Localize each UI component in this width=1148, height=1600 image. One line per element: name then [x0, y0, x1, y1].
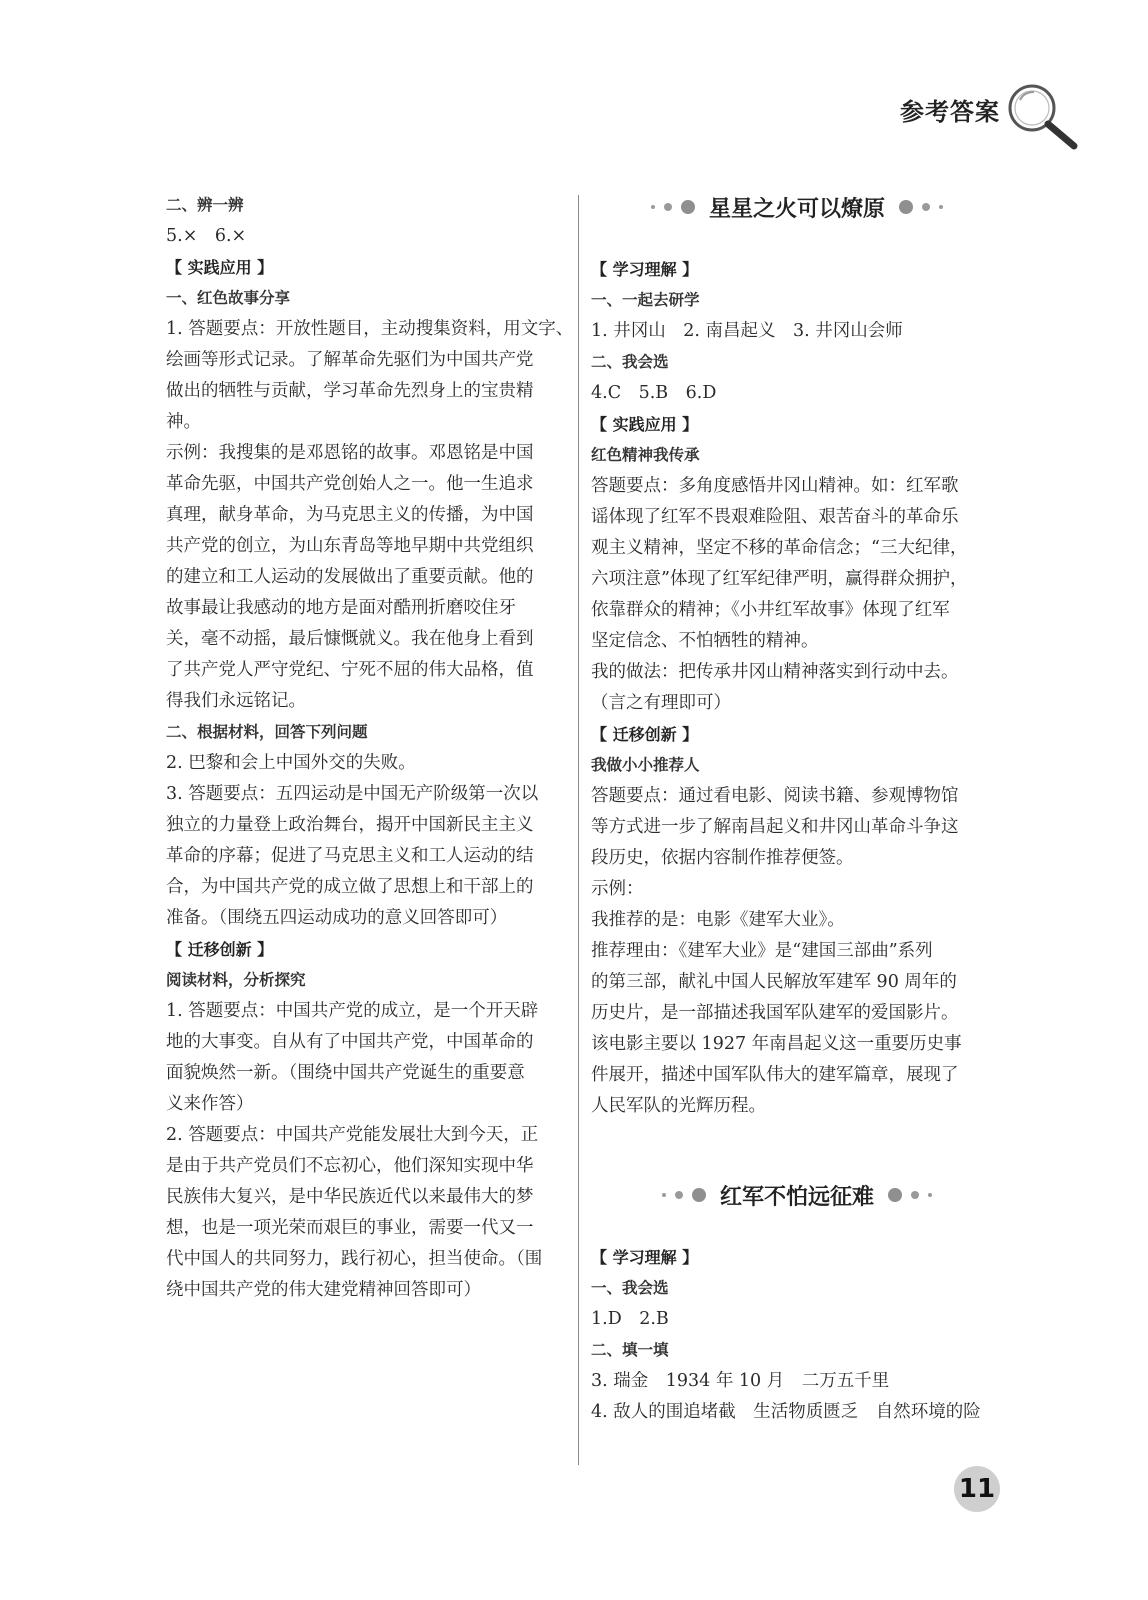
text-line: 段历史，依据内容制作推荐便签。: [591, 848, 854, 868]
text-line: 我的做法：把传承井冈山精神落实到行动中去。: [591, 662, 959, 682]
subheading: 二、填一填: [591, 1341, 669, 1359]
text-line: 六项注意”体现了红军纪律严明，赢得群众拥护，: [591, 569, 968, 589]
text-line: 该电影主要以 1927 年南昌起义这一重要历史事: [591, 1034, 962, 1054]
left-dots-decoration: [651, 200, 695, 214]
column-divider: [578, 195, 579, 1465]
text-line: 共产党的创立，为山东青岛等地早期中共党组织: [166, 536, 534, 556]
text-line: 革命的序幕；促进了马克思主义和工人运动的结: [166, 846, 534, 866]
subheading: 一、红色故事分享: [166, 289, 291, 307]
text-line: 民族伟大复兴，是中华民族近代以来最伟大的梦: [166, 1187, 534, 1207]
text-line: 1. 答题要点：中国共产党的成立，是一个开天辟: [166, 1001, 539, 1021]
text-line: 1. 井冈山 2. 南昌起义 3. 井冈山会师: [591, 321, 903, 341]
subheading: 红色精神我传承: [591, 446, 700, 464]
magnifier-icon: [1004, 80, 1080, 152]
text-line: 地的大事变。自从有了中国共产党，中国革命的: [166, 1032, 534, 1052]
text-line: 得我们永远铭记。: [166, 691, 306, 711]
text-line: 是由于共产党员们不忘初心，他们深知实现中华: [166, 1156, 534, 1176]
text-line: 义来作答）: [166, 1094, 254, 1114]
text-line: 等方式进一步了解南昌起义和井冈山革命斗争这: [591, 817, 959, 837]
text-line: 4. 敌人的围追堵截 生活物质匮乏 自然环境的险: [591, 1402, 981, 1422]
text-line: 做出的牺牲与贡献，学习革命先烈身上的宝贵精: [166, 381, 534, 401]
text-line: 1. 答题要点：开放性题目，主动搜集资料，用文字、: [166, 319, 574, 339]
section-label: 【 实践应用 】: [591, 415, 699, 434]
section-label: 【 迁移创新 】: [166, 940, 274, 959]
section-1-title: 星星之火可以燎原: [708, 196, 885, 222]
text-line: 了共产党人严守党纪、宁死不屈的伟大品格，值: [166, 660, 534, 680]
subheading: 一、一起去研学: [591, 291, 700, 309]
text-line: 合，为中国共产党的成立做了思想上和干部上的: [166, 877, 534, 897]
section-label: 【 迁移创新 】: [591, 725, 699, 744]
left-column: [166, 190, 578, 1306]
text-line: 答题要点：多角度感悟井冈山精神。如：红军歌: [591, 476, 959, 496]
section-label: 【 学习理解 】: [591, 260, 699, 279]
text-line: 独立的力量登上政治舞台，揭开中国新民主主义: [166, 815, 534, 835]
text-line: 的建立和工人运动的发展做出了重要贡献。他的: [166, 567, 534, 587]
text-line: 件展开，描述中国军队伟大的建军篇章，展现了: [591, 1065, 959, 1085]
text-line: 我推荐的是：电影《建军大业》。: [591, 910, 845, 930]
subheading: 二、根据材料，回答下列问题: [166, 723, 368, 741]
text-line: 依靠群众的精神；《小井红军故事》体现了红军: [591, 600, 950, 620]
answer-line: 1.D 2.B: [591, 1309, 669, 1329]
text-line: 准备。（围绕五四运动成功的意义回答即可）: [166, 908, 508, 928]
text-line: 3. 答题要点：五四运动是中国无产阶级第一次以: [166, 784, 539, 804]
text-line: 关，毫不动摇，最后慷慨就义。我在他身上看到: [166, 629, 534, 649]
subheading: 阅读材料，分析探究: [166, 971, 306, 989]
text-line: （言之有理即可）: [591, 693, 731, 713]
section-2-content: [591, 1242, 1003, 1428]
text-line: 绘画等形式记录。了解革命先驱们为中国共产党: [166, 350, 534, 370]
section-label: 【 学习理解 】: [591, 1248, 699, 1267]
text-line: 3. 瑞金 1934 年 10 月 二万五千里: [591, 1371, 890, 1391]
section-title-1: [591, 190, 1003, 224]
text-line: 人民军队的光辉历程。: [591, 1096, 766, 1116]
right-dots-decoration: [888, 1188, 932, 1202]
text-line: 真理，献身革命，为马克思主义的传播，为中国: [166, 505, 534, 525]
left-dots-decoration: [662, 1188, 706, 1202]
text-line: 坚定信念、不怕牺牲的精神。: [591, 631, 819, 651]
subheading: 我做小小推荐人: [591, 756, 700, 774]
text-line: 推荐理由：《建军大业》是“建国三部曲”系列: [591, 941, 933, 961]
text-line: 示例：: [591, 879, 644, 899]
answer-line: 4.C 5.B 6.D: [591, 383, 717, 403]
subheading: 二、辨一辨: [166, 196, 244, 214]
text-line: 示例：我搜集的是邓恩铭的故事。邓恩铭是中国: [166, 443, 534, 463]
page-number: 11: [954, 1466, 1000, 1512]
section-2-title: 红军不怕远征难: [719, 1184, 874, 1210]
text-line: 面貌焕然一新。（围绕中国共产党诞生的重要意: [166, 1063, 525, 1083]
text-line: 绕中国共产党的伟大建党精神回答即可）: [166, 1280, 481, 1300]
text-line: 神。: [166, 412, 201, 432]
text-line: 2. 巴黎和会上中国外交的失败。: [166, 753, 416, 773]
header-title: 参考答案: [900, 98, 1000, 126]
text-line: 谣体现了红军不畏艰难险阻、艰苦奋斗的革命乐: [591, 507, 959, 527]
subheading: 一、我会选: [591, 1279, 669, 1297]
right-column: [591, 190, 1003, 1428]
subheading: 二、我会选: [591, 353, 669, 371]
text-line: 的第三部，献礼中国人民解放军建军 90 周年的: [591, 972, 957, 992]
section-1-content: [591, 254, 1003, 1122]
answer-line: 5.× 6.×: [166, 226, 247, 246]
text-line: 代中国人的共同努力，践行初心，担当使命。（围: [166, 1249, 543, 1269]
text-line: 革命先驱，中国共产党创始人之一。他一生追求: [166, 474, 534, 494]
text-line: 想，也是一项光荣而艰巨的事业，需要一代又一: [166, 1218, 534, 1238]
right-dots-decoration: [899, 200, 943, 214]
text-line: 2. 答题要点：中国共产党能发展壮大到今天，正: [166, 1125, 539, 1145]
text-line: 故事最让我感动的地方是面对酷刑折磨咬住牙: [166, 598, 516, 618]
text-line: 历史片，是一部描述我国军队建军的爱国影片。: [591, 1003, 959, 1023]
section-label: 【 实践应用 】: [166, 258, 274, 277]
section-title-2: [591, 1178, 1003, 1212]
text-line: 观主义精神，坚定不移的革命信念；“三大纪律，: [591, 538, 968, 558]
text-line: 答题要点：通过看电影、阅读书籍、参观博物馆: [591, 786, 959, 806]
